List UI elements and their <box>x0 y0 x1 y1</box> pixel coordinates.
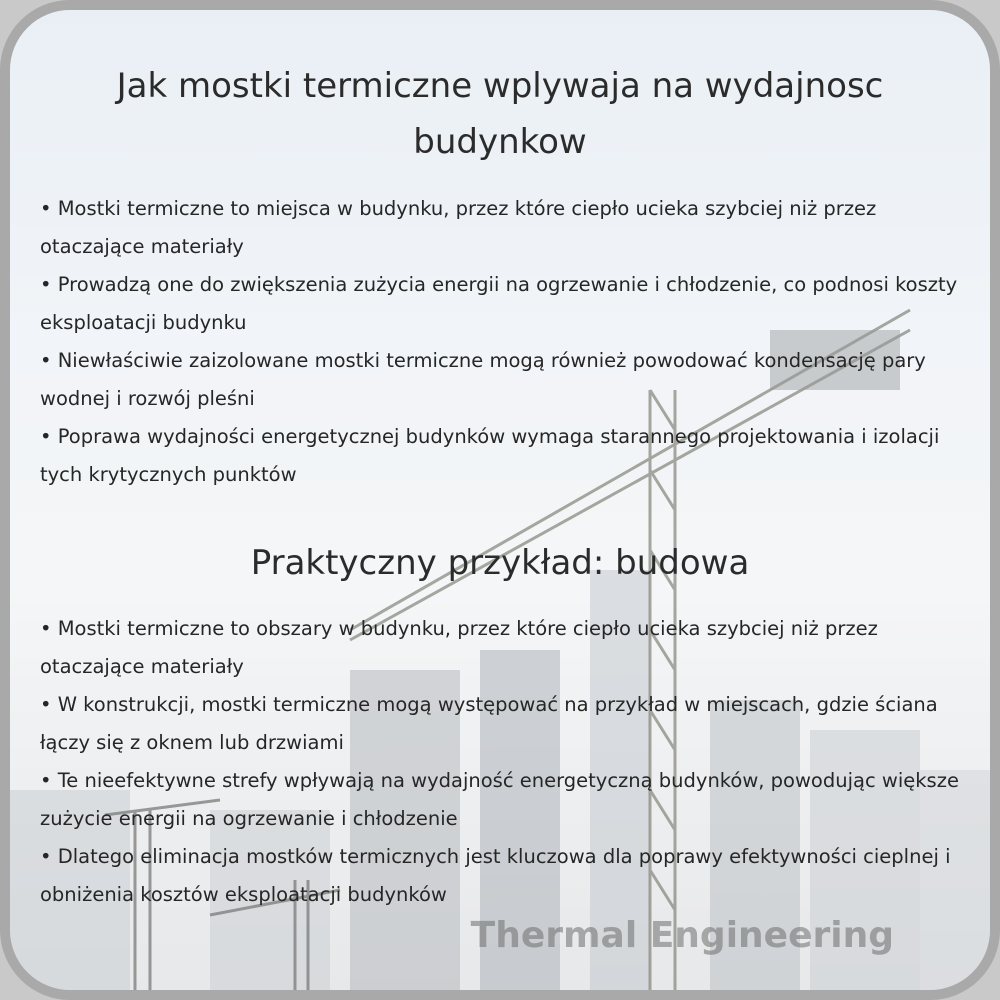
list-item: • Niewłaściwie zaizolowane mostki termiczne mogą również powodować kondensację pary wodnej i rozwój pleśni <box>40 349 926 410</box>
list-item: • Te nieefektywne strefy wpływają na wydajność energetyczną budynków, powodując większe zużycie energii na ogrzewanie i chłodzenie <box>40 769 959 830</box>
content <box>10 10 990 990</box>
list-item: • W konstrukcji, mostki termiczne mogą występować na przykład w miejscach, gdzie ściana łączy się z oknem lub drzwiami <box>40 693 938 754</box>
list-item: • Poprawa wydajności energetycznej budynków wymaga starannego projektowania i izolacji tych krytycznych punktów <box>40 425 940 486</box>
example-bullet-list <box>40 610 970 914</box>
section-title: Praktyczny przykład: budowa <box>250 543 750 583</box>
intro-bullet-list <box>40 190 970 494</box>
watermark: Thermal Engineering <box>470 915 894 956</box>
list-item: • Mostki termiczne to miejsca w budynku, przez które ciepło ucieka szybciej niż przez otaczające materiały <box>40 197 877 258</box>
page-title: Jak mostki termiczne wplywaja na wydajnosc budynkow <box>116 66 884 162</box>
list-item: • Prowadzą one do zwiększenia zużycia energii na ogrzewanie i chłodzenie, co podnosi koszty eksploatacji budynku <box>40 273 958 334</box>
list-item: • Mostki termiczne to obszary w budynku, przez które ciepło ucieka szybciej niż przez otaczające materiały <box>40 617 878 678</box>
list-item: • Dlatego eliminacja mostków termicznych jest kluczowa dla poprawy efektywności cieplnej i obniżenia kosztów eksploatacji budynków <box>40 845 951 906</box>
